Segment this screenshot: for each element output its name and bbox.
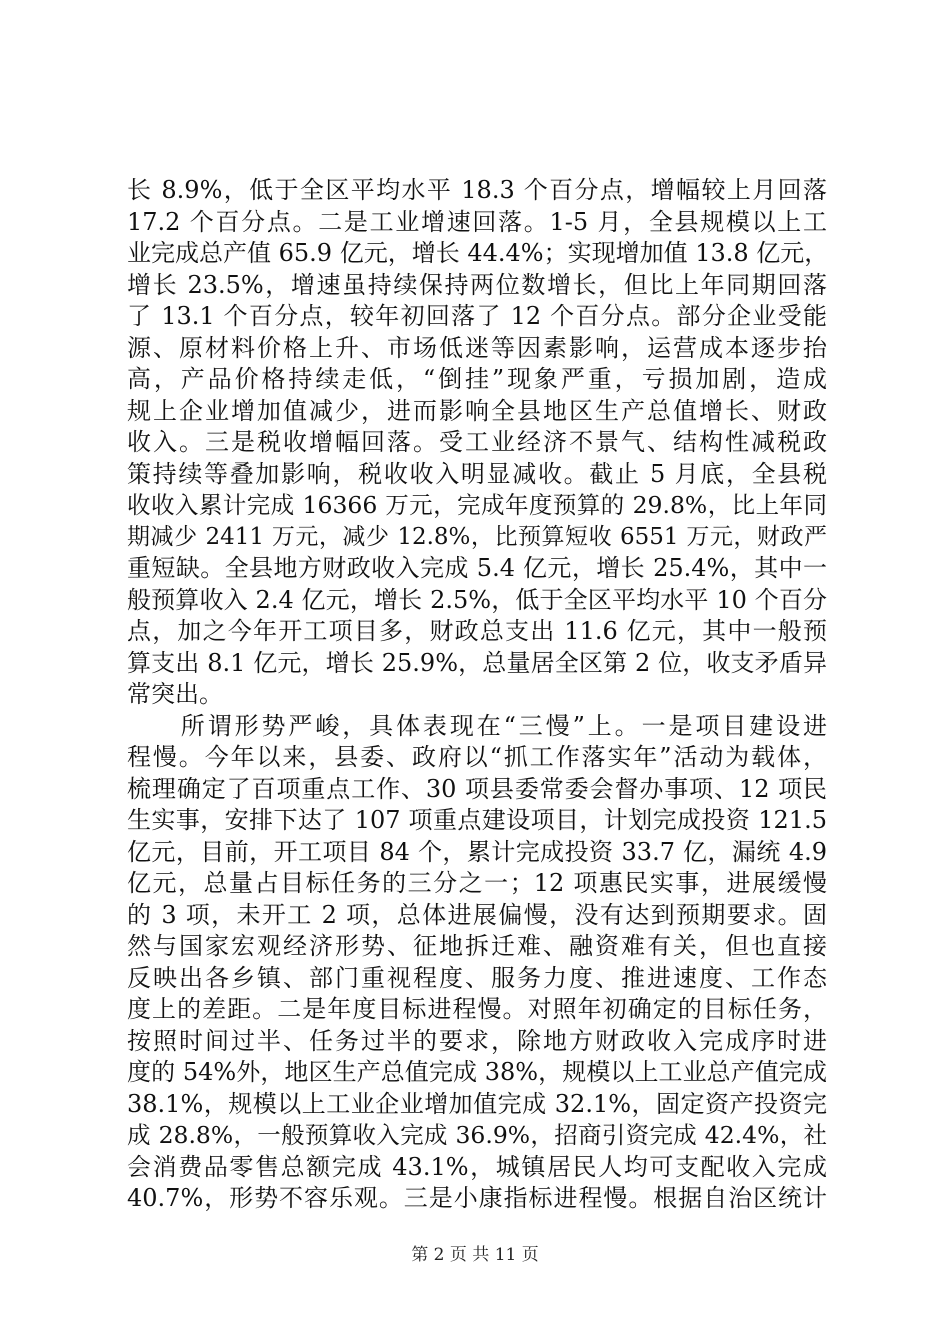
paragraph-start-line: 所谓形势严峻，具体表现在“三慢”上。一是项目建设进: [127, 711, 827, 740]
text-line: 收收入累计完成 16366 万元，完成年度预算的 29.8%，比上年同: [127, 491, 827, 519]
page-footer: 第 2 页 共 11 页: [411, 1245, 539, 1265]
text-line: 的 3 项，未开工 2 项，总体进展偏慢，没有达到预期要求。固: [127, 900, 827, 929]
text-line: 亿元，总量占目标任务的三分之一；12 项惠民实事，进展缓慢: [127, 869, 827, 897]
text-line: 业完成总产值 65.9 亿元，增长 44.4%；实现增加值 13.8 亿元，: [127, 239, 829, 267]
text-line: 会消费品零售总额完成 43.1%，城镇居民人均可支配收入完成: [127, 1152, 827, 1181]
text-line: 然与国家宏观经济形势、征地拆迁难、融资难有关，但也直接: [127, 932, 827, 960]
text-line: 按照时间过半、任务过半的要求，除地方财政收入完成序时进: [127, 1026, 827, 1055]
text-line: 点，加之今年开工项目多，财政总支出 11.6 亿元，其中一般预: [127, 617, 827, 645]
paragraph-end-line: 常突出。: [127, 680, 223, 708]
text-line: 重短缺。全县地方财政收入完成 5.4 亿元，增长 25.4%，其中一: [127, 554, 827, 582]
text-line: 38.1%，规模以上工业企业增加值完成 32.1%，固定资产投资完: [127, 1089, 827, 1118]
text-line: 般预算收入 2.4 亿元，增长 2.5%，低于全区平均水平 10 个百分: [127, 585, 827, 614]
text-line: 亿元，目前，开工项目 84 个，累计完成投资 33.7 亿，漏统 4.9: [127, 837, 827, 866]
text-line: 源、原材料价格上升、市场低迷等因素影响，运营成本逐步抬: [127, 333, 827, 362]
text-line: 程慢。今年以来，县委、政府以“抓工作落实年”活动为载体，: [127, 743, 827, 771]
text-line: 收入。三是税收增幅回落。受工业经济不景气、结构性减税政: [127, 428, 827, 456]
text-line: 期减少 2411 万元，减少 12.8%，比预算短收 6551 万元，财政严: [127, 523, 827, 550]
text-line: 高，产品价格持续走低，“倒挂”现象严重，亏损加剧，造成: [127, 365, 827, 393]
text-line: 规上企业增加值减少，进而影响全县地区生产总值增长、财政: [127, 396, 827, 425]
text-line: 度上的差距。二是年度目标进程慢。对照年初确定的目标任务，: [127, 995, 827, 1023]
text-line: 反映出各乡镇、部门重视程度、服务力度、推进速度、工作态: [127, 963, 827, 992]
text-line: 了 13.1 个百分点，较年初回落了 12 个百分点。部分企业受能: [127, 302, 827, 330]
text-line: 生实事，安排下达了 107 项重点建设项目，计划完成投资 121.5: [127, 806, 827, 834]
text-line: 增长 23.5%，增速虽持续保持两位数增长，但比上年同期回落: [127, 270, 827, 299]
text-line: 策持续等叠加影响，税收收入明显减收。截止 5 月底，全县税: [127, 459, 827, 488]
text-line: 度的 54%外，地区生产总值完成 38%，规模以上工业总产值完成: [127, 1058, 827, 1086]
text-line: 长 8.9%，低于全区平均水平 18.3 个百分点，增幅较上月回落: [127, 176, 827, 204]
text-line: 成 28.8%，一般预算收入完成 36.9%，招商引资完成 42.4%，社: [127, 1121, 827, 1149]
text-line: 40.7%，形势不容乐观。三是小康指标进程慢。根据自治区统计: [127, 1184, 827, 1212]
text-line: 17.2 个百分点。二是工业增速回落。1-5 月，全县规模以上工: [127, 207, 827, 236]
text-line: 梳理确定了百项重点工作、30 项县委常委会督办事项、12 项民: [127, 774, 827, 803]
body-text: [127, 175, 827, 1215]
text-line: 算支出 8.1 亿元，增长 25.9%，总量居全区第 2 位，收支矛盾异: [127, 648, 827, 677]
